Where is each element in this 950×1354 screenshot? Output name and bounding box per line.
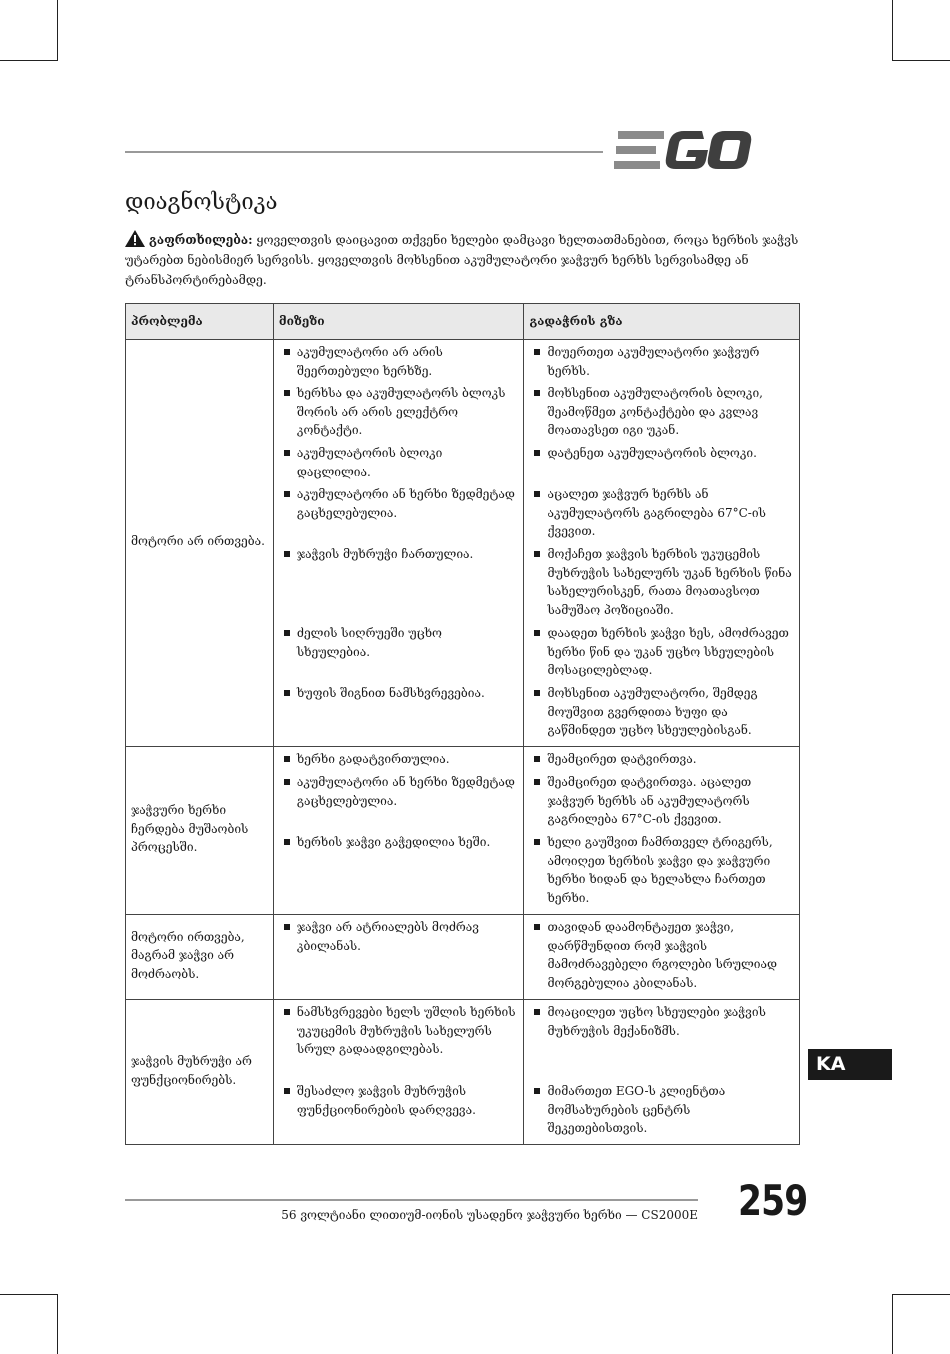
crop-mark (57, 1294, 58, 1354)
list-item: აკუმულატორის ბლოკი დაცლილია. (281, 444, 518, 481)
crop-mark (0, 1294, 58, 1295)
list-item: აკუმულატორი არ არის შეერთებული ხერხზე. (281, 343, 518, 380)
list-item: მოქაჩეთ ჯაჭვის ხერხის უკუცემის მუხრუჭის სახელურს უკან ხერხის წინა სახელურისკენ, რათა მოათავსოთ სამუშაო პოზიციაში. (531, 545, 793, 620)
header-solution: გადაჭრის გზა (524, 304, 800, 340)
crop-mark (892, 1294, 950, 1295)
solution-cell (524, 747, 800, 915)
problem-cell: მოტორი არ ირთვება. (126, 340, 274, 747)
list-item: ჯაჭვი არ ატრიალებს მოძრავ კბილანას. (281, 918, 518, 993)
list-item: ხერხი გადატვირთულია. (281, 750, 518, 769)
list-item: ხერხის ჯაჭვი გაჭედილია ხეში. (281, 833, 518, 908)
table-row (126, 340, 800, 747)
list-item: თავიდან დაამონტაჟეთ ჯაჭვი, დარწმუნდით რომ ჯაჭვის მამოძრავებელი რგოლები სრულიად მორგებულია კბილანას. (531, 918, 793, 993)
list-item: მოხსენით აკუმულატორი, შემდეგ მოუშვით გვერდითა ხუფი და გაწმინდეთ უცხო სხეულებისგან. (531, 684, 793, 740)
table-row (126, 1000, 800, 1145)
crop-mark (892, 0, 893, 60)
list-item: შეამცირეთ დატვირთვა. აცალეთ ჯაჭვურ ხერხს ან აკუმულატორს გაგრილება 67°C-ის ქვევით. (531, 773, 793, 829)
list-item: დაადეთ ხერხის ჯაჭვი ხეს, ამოძრავეთ ხერხი წინ და უკან უცხო სხეულების მოსაცილებლად. (531, 624, 793, 680)
list-item: ჯაჭვის მუხრუჭი ჩართულია. (281, 545, 518, 620)
table-header-row (126, 304, 800, 340)
solution-cell (524, 915, 800, 1000)
problem-cell: ჯაჭვური ხერხი ჩერდება მუშაობის პროცესში. (126, 747, 274, 915)
crop-mark (892, 1294, 893, 1354)
list-item: მიმართეთ EGO-ს კლიენტთა მომსახურების ცენტრს შეკეთებისთვის. (531, 1082, 793, 1138)
footer-rule (125, 1199, 698, 1201)
problem-cell: მოტორი ირთვება, მაგრამ ჯაჭვი არ მოძრაობს. (126, 915, 274, 1000)
list-item: ხუფის შიგნით ნამსხვრევებია. (281, 684, 518, 740)
list-item: მოაცილეთ უცხო სხეულები ჯაჭვის მუხრუჭის მექანიზმს. (531, 1003, 793, 1078)
list-item: ხელი გაუშვით ჩამრთველ ტრიგერს, ამოიღეთ ხერხის ჯაჭვი და ჯაჭვური ხერხი ხიდან და ხელახლა ჩართეთ ხერხი. (531, 833, 793, 908)
language-tab: KA (808, 1049, 892, 1080)
ego-logo (614, 128, 800, 172)
table-row (126, 915, 800, 1000)
problem-cell: ჯაჭვის მუხრუჭი არ ფუნქციონირებს. (126, 1000, 274, 1145)
solution-cell (524, 1000, 800, 1145)
list-item: აკუმულატორი ან ხერხი ზედმეტად გაცხელებულია. (281, 485, 518, 541)
header-problem: პრობლემა (126, 304, 274, 340)
cause-cell (273, 747, 524, 915)
cause-cell (273, 1000, 524, 1145)
warning-label: გაფრთხილება: (149, 233, 253, 247)
safety-warning (125, 230, 800, 290)
solution-cell (524, 340, 800, 747)
page-title: დიაგნოსტიკა (125, 190, 278, 215)
cause-cell (273, 340, 524, 747)
header-rule (125, 151, 603, 153)
footer-text: 56 ვოლტიანი ლითიუმ-იონის უსადენო ჯაჭვური ხერხი — CS2000E (281, 1208, 698, 1222)
header-cause: მიზეზი (273, 304, 524, 340)
cause-cell (273, 915, 524, 1000)
list-item: ნამსხვრევები ხელს უშლის ხერხის უკუცემის მუხრუჭის სახელურს სრულ გადაადგილებას. (281, 1003, 518, 1078)
warning-icon (125, 230, 145, 247)
table-row (126, 747, 800, 915)
page-number: 259 (738, 1176, 808, 1225)
warning-text: ყოველთვის დაიცავით თქვენი ხელები დამცავი ხელთათმანებით, როცა ხერხის ჯაჭვს უტარებთ ნებისმიერ სერვისს. ყოველთვის მოხსენით აკუმულატორი ჯაჭვურ ხერხს სერვისამდე ან ტრანსპორტირებამდე. (125, 233, 799, 287)
crop-mark (57, 0, 58, 60)
list-item: შეამცირეთ დატვირთვა. (531, 750, 793, 769)
list-item: მიუერთეთ აკუმულატორი ჯაჭვურ ხერხს. (531, 343, 793, 380)
troubleshooting-table (125, 303, 800, 1145)
list-item: აცალეთ ჯაჭვურ ხერხს ან აკუმულატორს გაგრილება 67°C-ის ქვევით. (531, 485, 793, 541)
list-item: შესაძლო ჯაჭვის მუხრუჭის ფუნქციონირების დარღვევა. (281, 1082, 518, 1138)
list-item: დატენეთ აკუმულატორის ბლოკი. (531, 444, 793, 481)
crop-mark (0, 60, 58, 61)
list-item: ძელის სიღრუეში უცხო სხეულებია. (281, 624, 518, 680)
crop-mark (892, 60, 950, 61)
list-item: ხერხსა და აკუმულატორს ბლოკს შორის არ არის ელექტრო კონტაქტი. (281, 384, 518, 440)
list-item: აკუმულატორი ან ხერხი ზედმეტად გაცხელებულია. (281, 773, 518, 829)
list-item: მოხსენით აკუმულატორის ბლოკი, შეამოწმეთ კონტაქტები და კვლავ მოათავსეთ იგი უკან. (531, 384, 793, 440)
